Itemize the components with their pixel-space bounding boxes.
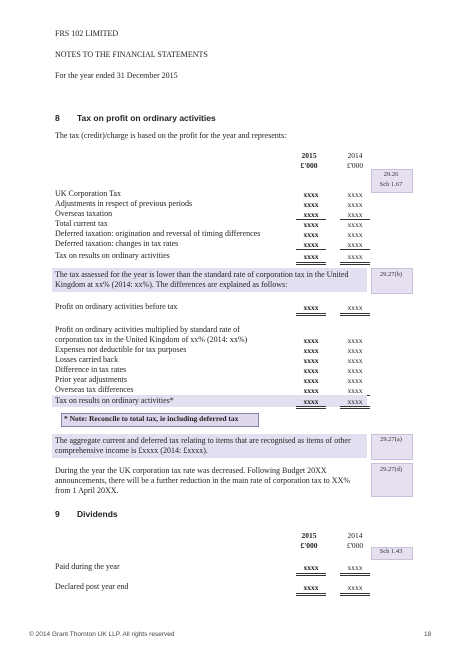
table-row-label: Deferred taxation: changes in tax rates — [55, 239, 179, 248]
total-rule — [296, 575, 326, 576]
table-cell: xxxx — [347, 200, 363, 209]
table-row-label: Difference in tax rates — [55, 365, 127, 374]
table-cell: xxxx — [303, 240, 319, 249]
total-rule — [340, 595, 370, 596]
total-rule — [296, 573, 326, 574]
col-2015-currency: £'000 — [300, 541, 318, 550]
total-rule — [340, 593, 370, 594]
col-2014-header: 2014 — [347, 151, 363, 160]
table-cell: xxxx — [347, 583, 363, 592]
table-cell: xxxx — [347, 303, 363, 312]
table-cell: xxxx — [347, 366, 363, 375]
aggregate-paragraph: The aggregate current and deferred tax relating to items that are recognised as items of other comprehensive income is £xxxx (2014: £xxxx). — [55, 436, 351, 455]
table-cell: xxxx — [347, 356, 363, 365]
total-rule — [340, 408, 370, 409]
table-cell: xxxx — [303, 563, 319, 572]
total-rule — [340, 262, 370, 263]
page-number: 18 — [424, 631, 432, 638]
section-8-intro: The tax (credit)/charge is based on the profit for the year and represents: — [55, 131, 287, 140]
table-cell: xxxx — [303, 346, 319, 355]
total-rule — [296, 315, 326, 316]
table-row-label: Profit on ordinary activities before tax — [55, 302, 178, 311]
col-2015-header: 2015 — [301, 151, 317, 160]
col-2015-header: 2015 — [301, 531, 317, 540]
table-row-label: Total current tax — [55, 219, 108, 228]
col-2014-currency: £'000 — [346, 161, 364, 170]
total-rule — [296, 593, 326, 594]
table-cell: xxxx — [347, 230, 363, 239]
section-9-number: 9 — [55, 509, 60, 519]
section-8-number: 8 — [55, 113, 60, 123]
note-text: * Note: Reconcile to total tax, ie including deferred tax — [64, 414, 239, 423]
notes-title: NOTES TO THE FINANCIAL STATEMENTS — [55, 50, 208, 59]
subtotal-rule — [340, 249, 370, 250]
table-cell: xxxx — [303, 397, 319, 406]
table-row-label: Losses carried back — [55, 355, 119, 364]
period-text: For the year ended 31 December 2015 — [55, 71, 178, 80]
table-cell: xxxx — [347, 386, 363, 395]
table-cell: xxxx — [347, 346, 363, 355]
col-2015-currency: £'000 — [300, 161, 318, 170]
total-rule — [296, 408, 326, 409]
table-row-label: Tax on results on ordinary activities — [55, 251, 170, 260]
col-2014-header: 2014 — [347, 531, 363, 540]
total-rule — [296, 264, 326, 265]
company-name: FRS 102 LIMITED — [55, 29, 119, 38]
reference-label: 29.27(d) — [379, 466, 403, 473]
total-rule — [296, 595, 326, 596]
table-cell: xxxx — [303, 386, 319, 395]
table-cell: xxxx — [347, 190, 363, 199]
table-cell: xxxx — [347, 210, 363, 219]
table-row-label: Tax on results on ordinary activities* — [55, 396, 174, 405]
table-cell: xxxx — [303, 303, 319, 312]
table-cell: xxxx — [347, 220, 363, 229]
total-rule — [340, 573, 370, 574]
total-rule — [340, 315, 370, 316]
table-row-label: Declared post year end — [55, 582, 129, 591]
total-rule — [340, 575, 370, 576]
table-cell: xxxx — [303, 366, 319, 375]
table-row-label: corporation tax in the United Kingdom of xx% (2014: xx%) — [55, 335, 248, 344]
total-rule — [296, 313, 326, 314]
rate-change-paragraph: During the year the UK corporation tax rate was decreased. Following Budget 20XX announcements, there will be a further reduction in the main rate of corporation tax to XX% from 1 April 20XX. — [55, 466, 351, 495]
table-cell: xxxx — [303, 210, 319, 219]
section-9-title: Dividends — [77, 509, 118, 519]
table-cell: xxxx — [347, 376, 363, 385]
reference-label: 29.26 — [383, 171, 399, 178]
reference-label: Sch 1.43 — [379, 548, 403, 555]
total-rule — [296, 262, 326, 263]
table-cell: xxxx — [303, 190, 319, 199]
table-cell: xxxx — [347, 336, 363, 345]
total-rule — [296, 406, 326, 407]
table-row-label: Expenses not deductible for tax purposes — [55, 345, 187, 354]
total-rule — [340, 406, 370, 407]
table-row-label: Profit on ordinary activities multiplied by standard rate of — [55, 325, 240, 334]
table-row-label: Prior year adjustments — [55, 375, 127, 384]
reference-label: 29.27(a) — [380, 436, 402, 443]
table-cell: xxxx — [303, 376, 319, 385]
total-rule — [340, 264, 370, 265]
subtotal-rule — [296, 249, 326, 250]
section-8-title: Tax on profit on ordinary activities — [77, 113, 216, 123]
table-cell: xxxx — [347, 252, 363, 261]
table-row-label: Adjustments in respect of previous periods — [55, 199, 193, 208]
table-row-label: Overseas tax differences — [55, 385, 134, 394]
table-cell: xxxx — [347, 563, 363, 572]
table-cell: xxxx — [303, 336, 319, 345]
reference-label: Sch 1.67 — [379, 181, 403, 188]
table-row-label: Overseas taxation — [55, 209, 113, 218]
table-cell: xxxx — [303, 220, 319, 229]
table-row-label: Deferred taxation: origination and reversal of timing differences — [55, 229, 261, 238]
rate-explanation: The tax assessed for the year is lower than the standard rate of corporation tax in the United Kingdom at xx% (2014: xx%). The differences are explained as follows: — [55, 270, 349, 289]
reference-label: 29.27(b) — [379, 271, 403, 278]
table-cell: xxxx — [347, 240, 363, 249]
table-cell: xxxx — [303, 356, 319, 365]
footer-copyright: © 2014 Grant Thornton UK LLP. All rights reserved — [29, 631, 175, 638]
table-row-label: UK Corporation Tax — [55, 189, 121, 198]
table-cell: xxxx — [347, 397, 363, 406]
table-cell: xxxx — [303, 583, 319, 592]
total-rule — [340, 313, 370, 314]
table-cell: xxxx — [303, 230, 319, 239]
col-2014-currency: £'000 — [346, 541, 364, 550]
table-cell: xxxx — [303, 200, 319, 209]
table-cell: xxxx — [303, 252, 319, 261]
table-row-label: Paid during the year — [55, 562, 120, 571]
